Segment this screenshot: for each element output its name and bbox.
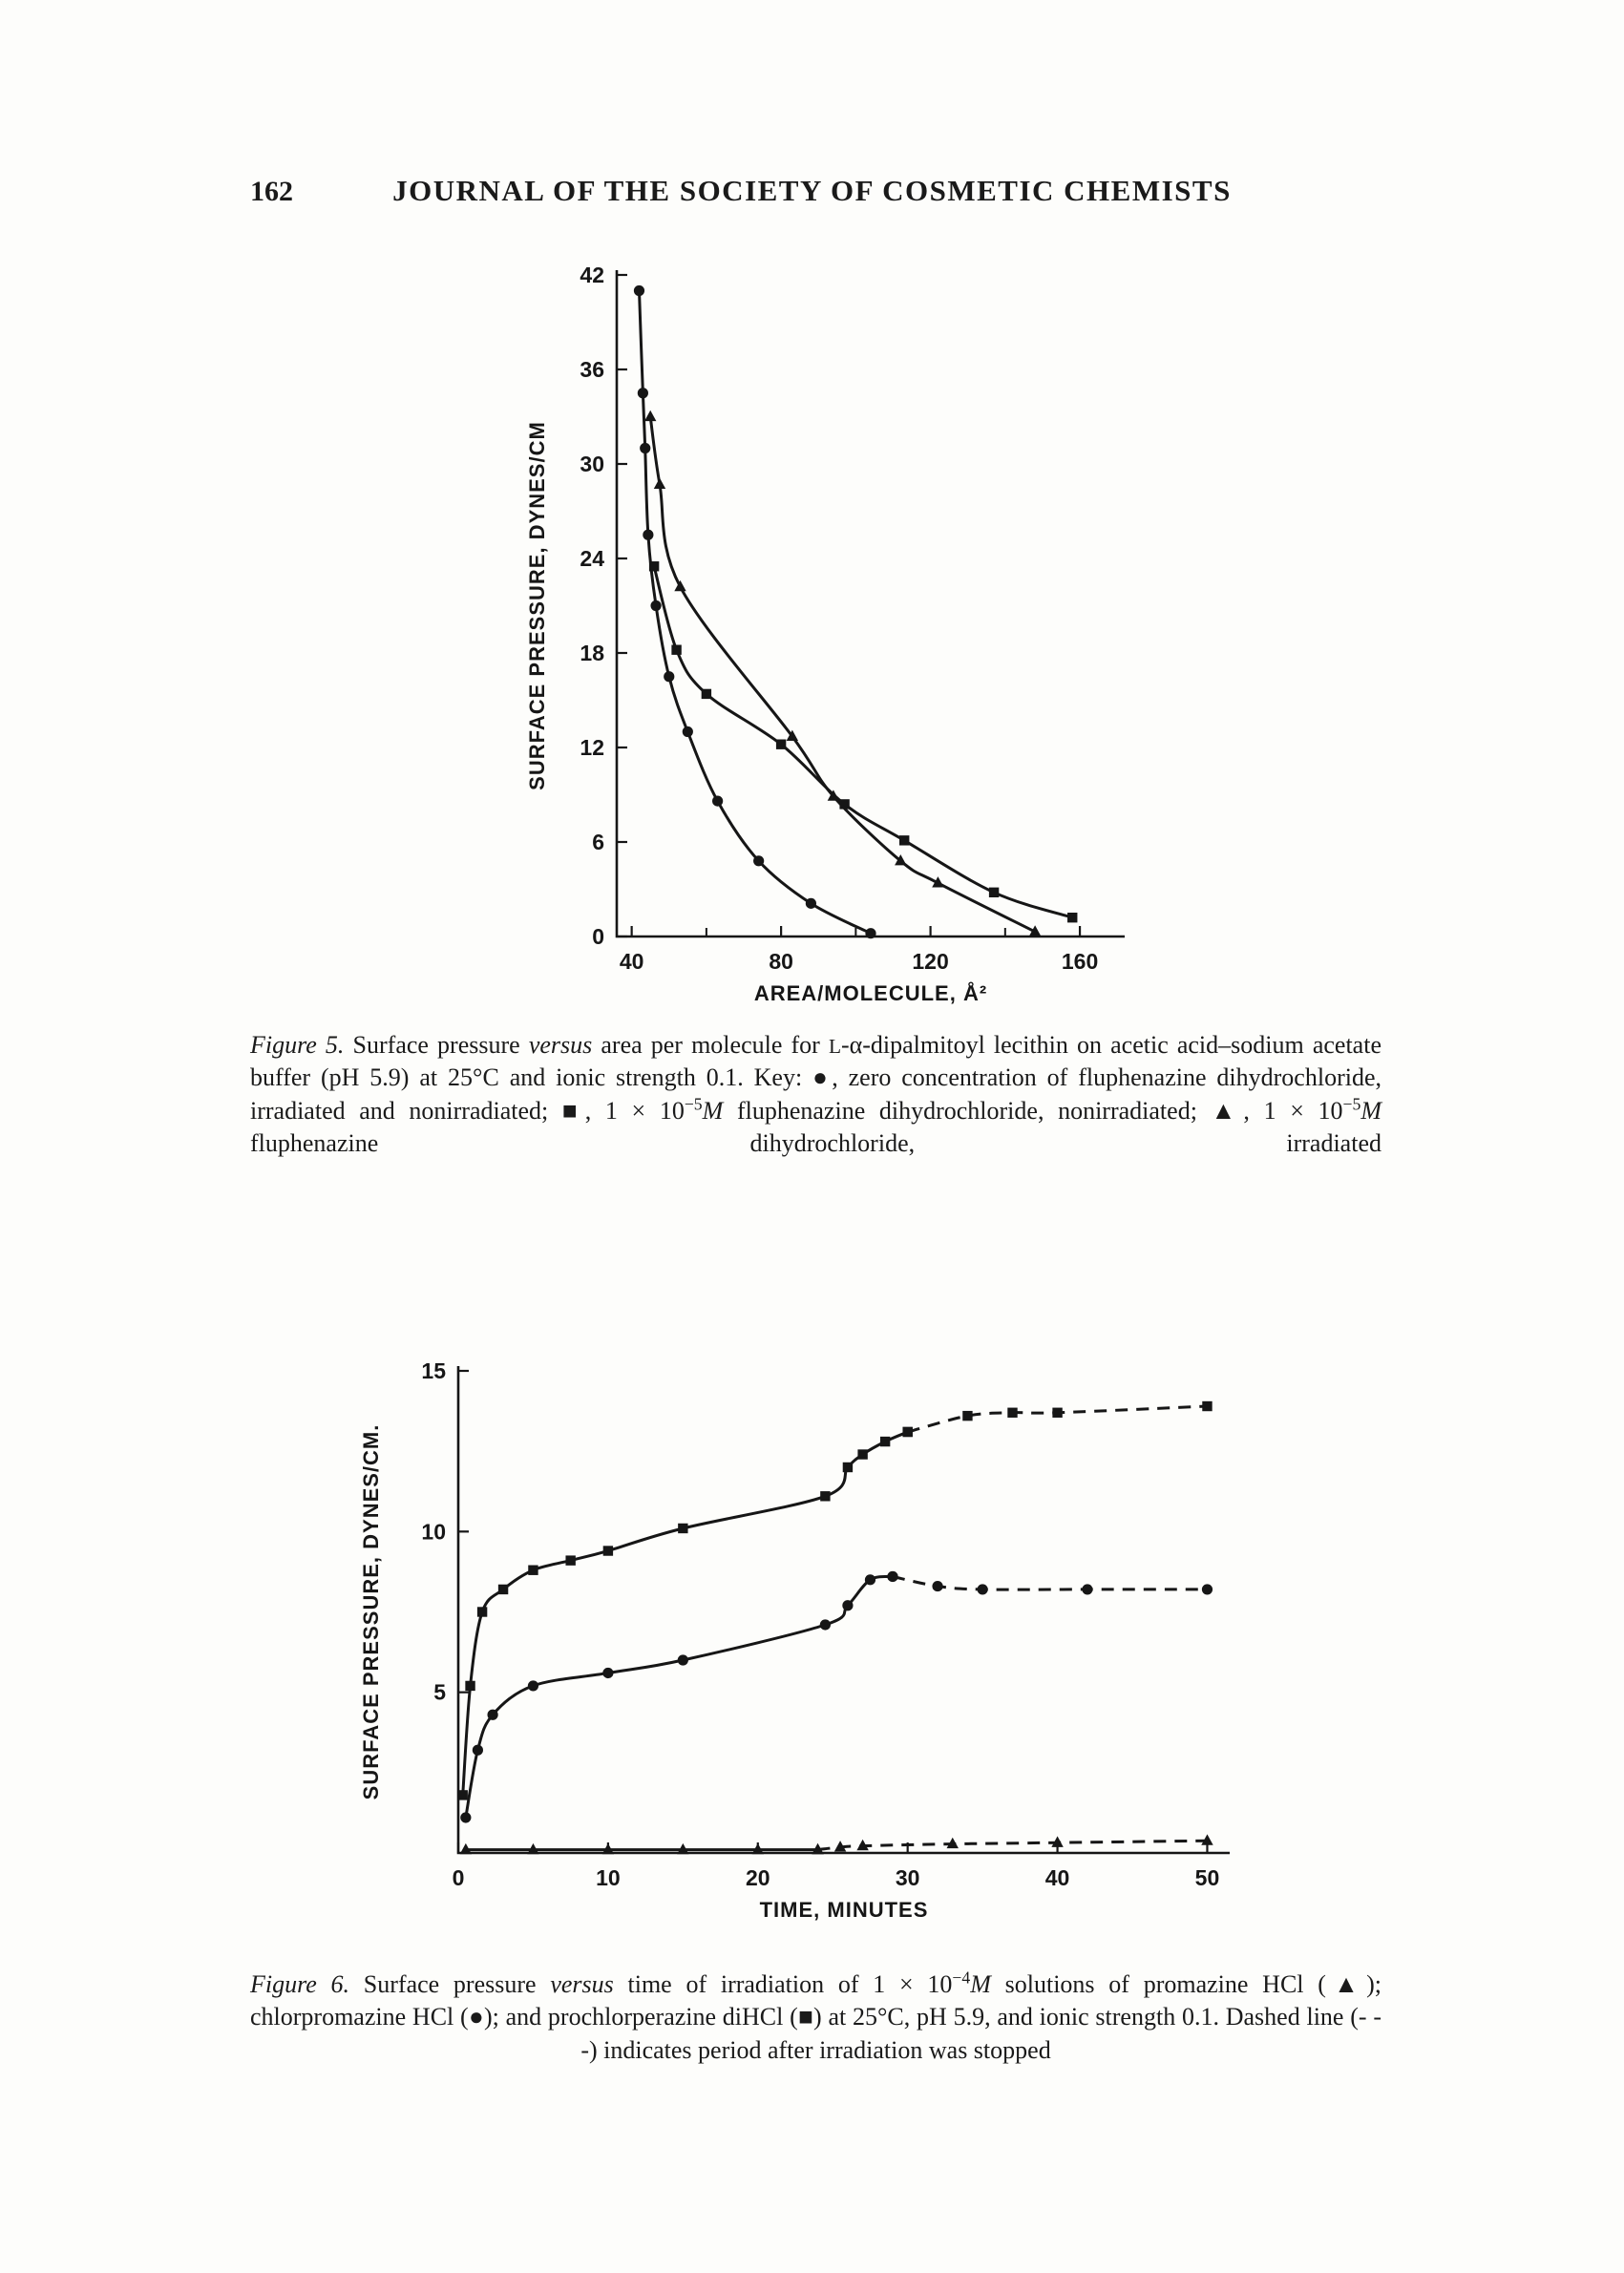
y-tick-label: 15 [421, 1358, 446, 1383]
axes [617, 270, 1125, 937]
x-tick-label: 20 [745, 1865, 770, 1890]
series-triangle [644, 410, 1041, 937]
caption-text-run: Surface pressure [349, 1970, 551, 1998]
page-number: 162 [250, 176, 293, 207]
caption-text-run: M [970, 1970, 991, 1998]
caption-text-run: versus [550, 1970, 614, 1998]
x-tick-label: 80 [769, 949, 793, 974]
caption-text-run: M [1360, 1096, 1381, 1125]
y-axis-label: SURFACE PRESSURE, DYNES/CM [525, 421, 549, 790]
figure5-caption [250, 1029, 1381, 1160]
x-tick-label: 10 [596, 1865, 621, 1890]
caption-text-run: -α-dipalmitoyl lecithin on acetic acid–sodium acetate buffer (pH 5.9) at 25°C and ionic strength 0.1. Key: ●, zero concentration of fluphenazine dihydrochloride, irradiated and nonirradiated; ■, 1 × 10 [250, 1031, 1381, 1125]
page-header [0, 174, 1624, 221]
caption-text-run: Figure 5. [250, 1031, 345, 1059]
x-tick-label: 40 [1044, 1865, 1070, 1890]
y-axis-label: SURFACE PRESSURE, DYNES/CM. [359, 1423, 383, 1800]
y-tick-label: 5 [433, 1679, 446, 1705]
caption-text-run: L [828, 1035, 841, 1058]
y-tick-label: 36 [580, 357, 604, 382]
caption-text-run: −5 [684, 1093, 703, 1113]
x-tick-label: 120 [912, 949, 949, 974]
caption-text-run: fluphenazine dihydrochloride, irradiated [250, 1128, 1381, 1157]
journal-title: JOURNAL OF THE SOCIETY OF COSMETIC CHEMISTS [392, 174, 1232, 207]
caption-text-run: time of irradiation of 1 × 10 [613, 1970, 953, 1998]
y-tick-label: 42 [580, 263, 604, 287]
caption-text-run: solutions of promazine HCl (▲); chlorpromazine HCl (●); and prochlorperazine diHCl (■) at 25°C, pH 5.9, and ionic strength 0.1. Dashed line (- - -) indicates period after irradiation was stopped [250, 1970, 1382, 2064]
y-tick-label: 0 [592, 924, 604, 949]
y-tick-label: 18 [580, 641, 604, 665]
series-circle [634, 285, 876, 938]
x-tick-label: 0 [452, 1865, 465, 1890]
caption-text-run: Surface pressure [344, 1031, 529, 1059]
figure6-caption [250, 1968, 1381, 2067]
x-axis-label: TIME, MINUTES [759, 1898, 929, 1922]
series-square [649, 561, 1078, 922]
caption-text-run: M [702, 1096, 724, 1125]
series-triangle [460, 1834, 1213, 1854]
caption-text-run: area per molecule for [592, 1031, 829, 1059]
x-axis-label: AREA/MOLECULE, Å² [753, 981, 988, 1005]
figure6-chart [315, 1333, 1327, 1944]
x-tick-label: 40 [619, 949, 644, 974]
x-tick-label: 30 [895, 1865, 920, 1890]
y-tick-label: 6 [592, 830, 604, 854]
caption-text-run: −5 [1342, 1093, 1361, 1113]
caption-text-run: versus [528, 1031, 593, 1059]
series-square [458, 1401, 1213, 1800]
x-tick-label: 50 [1194, 1865, 1220, 1890]
series-circle [460, 1571, 1213, 1823]
figure5-chart [504, 254, 1192, 1018]
caption-text-run: fluphenazine dihydrochloride, nonirradiated; ▲, 1 × 10 [723, 1096, 1343, 1125]
caption-text-run: Figure 6. [250, 1970, 350, 1998]
caption-text-run: −4 [952, 1968, 971, 1988]
x-tick-label: 160 [1061, 949, 1099, 974]
y-tick-label: 10 [421, 1519, 446, 1545]
y-tick-label: 12 [580, 735, 604, 760]
y-tick-label: 24 [580, 546, 604, 571]
y-tick-label: 30 [580, 452, 604, 476]
